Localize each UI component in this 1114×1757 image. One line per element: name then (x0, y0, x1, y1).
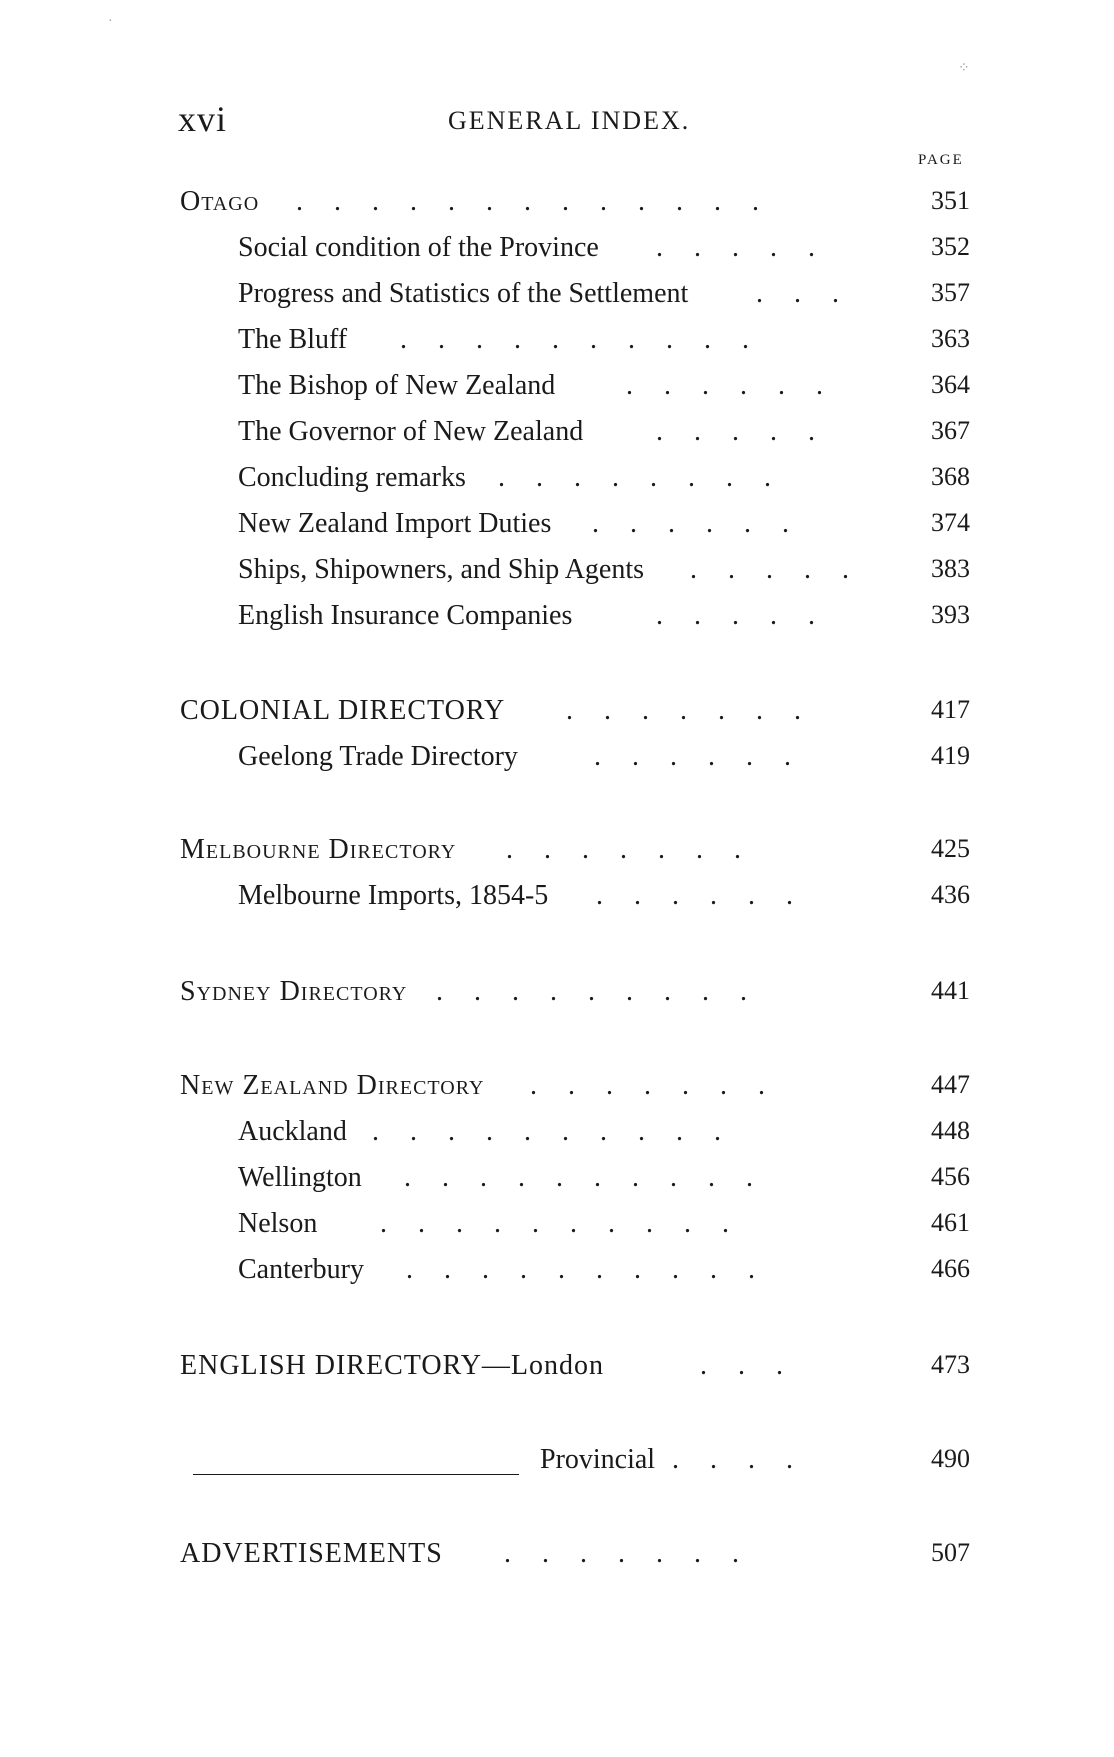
index-entry (0, 1538, 1114, 1578)
index-entry (0, 324, 1114, 364)
entry-page: 447 (931, 1070, 970, 1099)
dot-leader: ....... (530, 1070, 796, 1101)
page-folio: xvi (178, 99, 228, 139)
entry-title: Nelson (238, 1208, 318, 1239)
entry-title: Sydney Directory (180, 976, 408, 1007)
entry-title: ENGLISH DIRECTORY—London (180, 1350, 605, 1381)
dot-leader: .......... (400, 324, 780, 355)
entry-title: New Zealand Import Duties (238, 508, 552, 539)
page-column-label: PAGE (918, 152, 964, 168)
entry-page: 363 (931, 324, 970, 353)
entry-page: 441 (931, 976, 970, 1005)
dot-leader: .......... (406, 1254, 786, 1285)
dot-leader: ...... (626, 370, 854, 401)
entry-title: Otago (180, 186, 260, 217)
index-entry (0, 462, 1114, 502)
index-entry (0, 1254, 1114, 1294)
running-head: GENERAL INDEX. (448, 106, 691, 135)
entry-title: Wellington (238, 1162, 362, 1193)
entry-title: The Governor of New Zealand (238, 416, 584, 447)
index-entry (0, 1350, 1114, 1390)
dot-leader: ..... (656, 232, 846, 263)
dot-leader: .......... (372, 1116, 752, 1147)
dot-leader: ... (756, 278, 870, 309)
index-entry (0, 1116, 1114, 1156)
entry-title: Concluding remarks (238, 462, 466, 493)
scan-speck: · (108, 14, 113, 29)
entry-page: 393 (931, 600, 970, 629)
entry-title: Social condition of the Province (238, 232, 599, 263)
index-entry (0, 880, 1114, 920)
index-entry (0, 186, 1114, 226)
entry-page: 374 (931, 508, 970, 537)
dot-leader: .......... (380, 1208, 760, 1239)
entry-title: Auckland (238, 1116, 347, 1147)
index-entry (0, 600, 1114, 640)
dot-leader: ..... (656, 416, 846, 447)
entry-page: 367 (931, 416, 970, 445)
dot-leader: ...... (596, 880, 824, 911)
dot-leader: ......... (436, 976, 778, 1007)
entry-title: Canterbury (238, 1254, 364, 1285)
entry-title: Melbourne Directory (180, 834, 457, 865)
index-entry (0, 508, 1114, 548)
entry-title: English Insurance Companies (238, 600, 573, 631)
index-entry (0, 741, 1114, 781)
dot-leader: ...... (592, 508, 820, 539)
entry-title: New Zealand Directory (180, 1070, 485, 1101)
entry-page: 456 (931, 1162, 970, 1191)
entry-title: The Bluff (238, 324, 348, 355)
entry-page: 448 (931, 1116, 970, 1145)
entry-page: 461 (931, 1208, 970, 1237)
index-entry (0, 416, 1114, 456)
index-entry (0, 1162, 1114, 1202)
dot-leader: .......... (404, 1162, 784, 1193)
entry-page: 351 (931, 186, 970, 215)
dot-leader: ............. (296, 186, 790, 217)
entry-title: ADVERTISEMENTS (180, 1538, 443, 1569)
dot-leader: ....... (566, 695, 832, 726)
index-entry (0, 278, 1114, 318)
index-entry (0, 232, 1114, 272)
dot-leader: ....... (504, 1538, 770, 1569)
index-entry (0, 1070, 1114, 1110)
index-entry (0, 1444, 1114, 1484)
entry-title: Provincial (540, 1444, 656, 1475)
entry-page: 383 (931, 554, 970, 583)
entry-page: 466 (931, 1254, 970, 1283)
index-entry (0, 834, 1114, 874)
scan-speck: ⁘ (958, 61, 970, 76)
index-entry (0, 370, 1114, 410)
dot-leader: ........ (498, 462, 802, 493)
entry-page: 490 (931, 1444, 970, 1473)
entry-title: Ships, Shipowners, and Ship Agents (238, 554, 645, 585)
dot-leader: ... (700, 1350, 814, 1381)
entry-title: Melbourne Imports, 1854-5 (238, 880, 549, 911)
entry-page: 473 (931, 1350, 970, 1379)
entry-page: 352 (931, 232, 970, 261)
index-entry (0, 554, 1114, 594)
entry-page: 357 (931, 278, 970, 307)
dot-leader: ....... (506, 834, 772, 865)
dot-leader: ..... (690, 554, 880, 585)
dot-leader: .... (672, 1444, 824, 1475)
entry-page: 436 (931, 880, 970, 909)
index-entry (0, 976, 1114, 1016)
entry-page: 364 (931, 370, 970, 399)
entry-page: 368 (931, 462, 970, 491)
index-entry (0, 695, 1114, 735)
entry-title: Progress and Statistics of the Settlement (238, 278, 689, 309)
entry-page: 417 (931, 695, 970, 724)
index-entry (0, 1208, 1114, 1248)
dot-leader: ..... (656, 600, 846, 631)
entry-page: 507 (931, 1538, 970, 1567)
entry-page: 425 (931, 834, 970, 863)
entry-title: COLONIAL DIRECTORY (180, 695, 506, 726)
dot-leader: ...... (594, 741, 822, 772)
entry-title: The Bishop of New Zealand (238, 370, 556, 401)
entry-title: Geelong Trade Directory (238, 741, 518, 772)
entry-page: 419 (931, 741, 970, 770)
